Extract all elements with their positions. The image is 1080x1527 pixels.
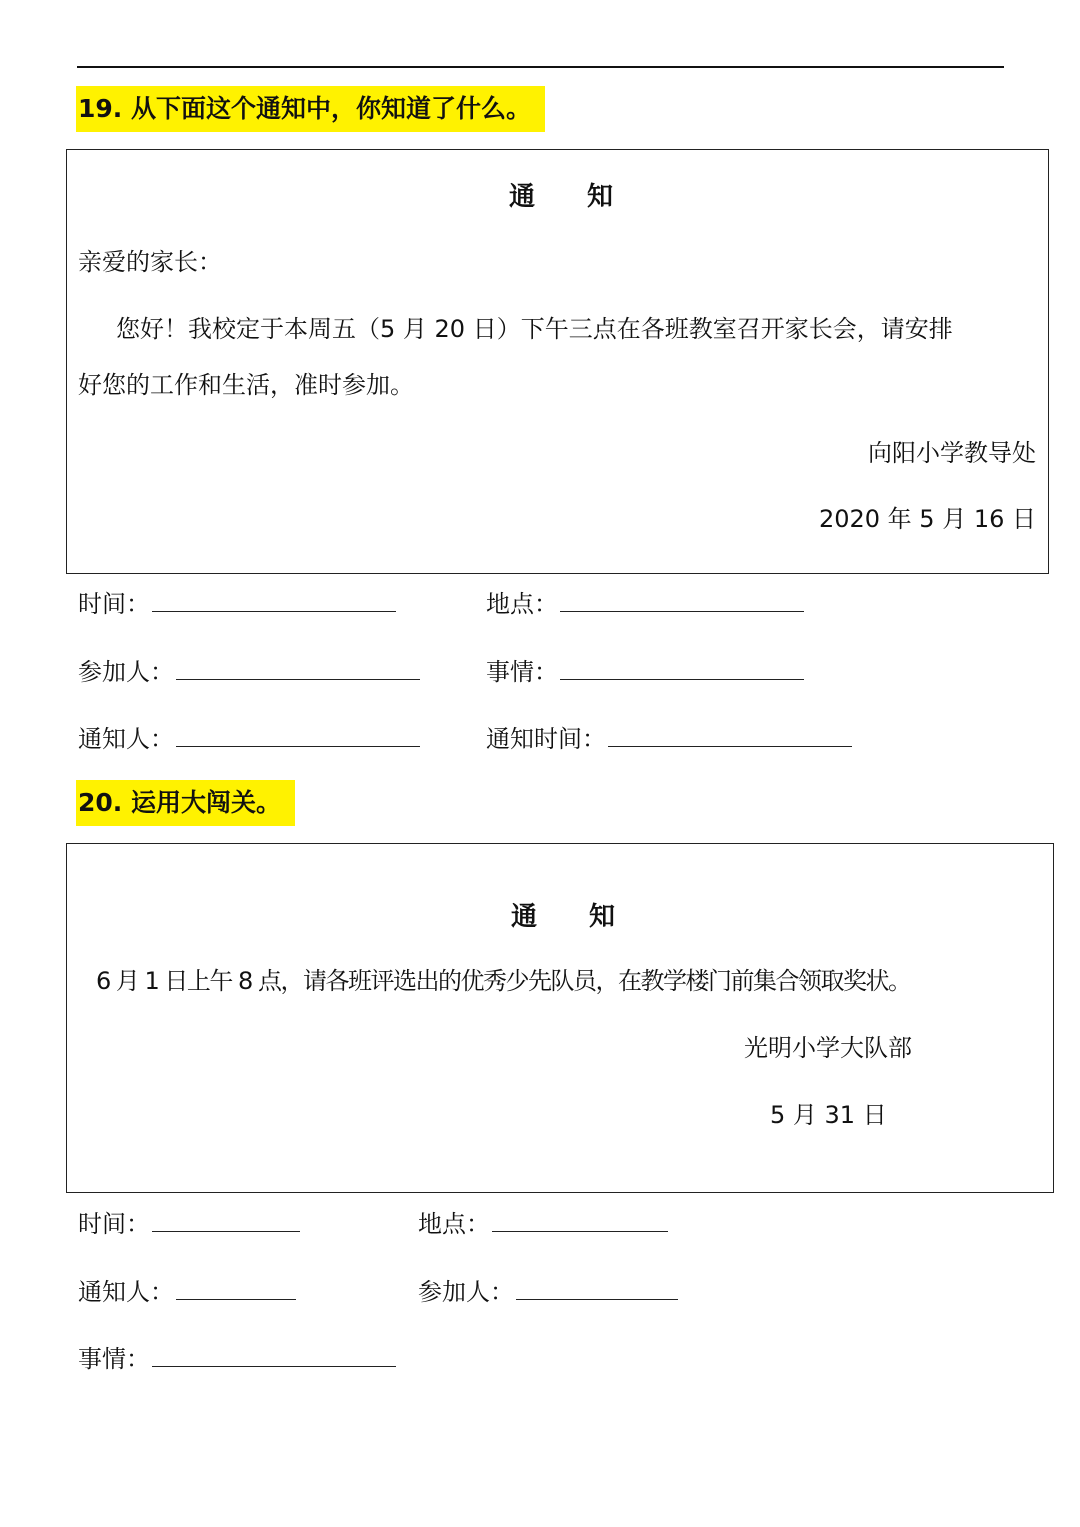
answer-blank-notice-time[interactable] <box>608 722 852 747</box>
question-19-heading: 19. 从下面这个通知中，你知道了什么。 <box>76 86 545 132</box>
field-matter-label: 事情： <box>486 658 558 686</box>
answer-blank-matter[interactable] <box>560 655 804 680</box>
answer-blank-matter[interactable] <box>152 1342 396 1367</box>
notice-salutation: 亲爱的家长： <box>78 248 222 276</box>
field-place-20 <box>418 1207 668 1240</box>
field-place-label: 地点： <box>418 1210 490 1238</box>
answer-blank-participants[interactable] <box>516 1275 678 1300</box>
answer-blank-time[interactable] <box>152 1207 300 1232</box>
answer-blank-time[interactable] <box>152 587 396 612</box>
field-place-label: 地点： <box>486 590 558 618</box>
field-participants-20 <box>418 1275 678 1308</box>
field-participants-label: 参加人： <box>418 1278 514 1306</box>
answer-blank-notifier[interactable] <box>176 1275 296 1300</box>
field-time-19 <box>78 587 396 620</box>
question-20-heading: 20. 运用大闯关。 <box>76 780 295 826</box>
notice-date-20: 5 月 31 日 <box>770 1101 887 1129</box>
notice-body-line-2: 好您的工作和生活，准时参加。 <box>78 371 414 399</box>
field-time-20 <box>78 1207 300 1240</box>
field-participants-19 <box>78 655 420 688</box>
field-participants-label: 参加人： <box>78 658 174 686</box>
field-notice-time-label: 通知时间： <box>486 725 606 753</box>
notice-title-20: 通 知 <box>511 902 616 932</box>
answer-blank-place[interactable] <box>560 587 804 612</box>
notice-sender-20: 光明小学大队部 <box>744 1034 912 1062</box>
notice-sender-19: 向阳小学教导处 <box>868 439 1036 467</box>
field-matter-19 <box>486 655 804 688</box>
notice-body-20: 6 月 1 日上午 8 点，请各班评选出的优秀少先队员，在教学楼门前集合领取奖状。 <box>96 967 911 995</box>
notice-title-19: 通 知 <box>509 182 614 212</box>
answer-blank-place[interactable] <box>492 1207 668 1232</box>
field-notifier-label: 通知人： <box>78 725 174 753</box>
answer-blank-notifier[interactable] <box>176 722 420 747</box>
field-time-label: 时间： <box>78 590 150 618</box>
field-notifier-20 <box>78 1275 296 1308</box>
field-matter-20 <box>78 1342 396 1375</box>
field-place-19 <box>486 587 804 620</box>
answer-blank-participants[interactable] <box>176 655 420 680</box>
field-notifier-19 <box>78 722 420 755</box>
top-rule <box>77 66 1004 68</box>
field-notifier-label: 通知人： <box>78 1278 174 1306</box>
field-time-label: 时间： <box>78 1210 150 1238</box>
field-notice-time-19 <box>486 722 852 755</box>
notice-body-line-1: 您好！我校定于本周五（5 月 20 日）下午三点在各班教室召开家长会，请安排 <box>116 315 953 343</box>
field-matter-label: 事情： <box>78 1345 150 1373</box>
notice-date-19: 2020 年 5 月 16 日 <box>818 505 1036 533</box>
